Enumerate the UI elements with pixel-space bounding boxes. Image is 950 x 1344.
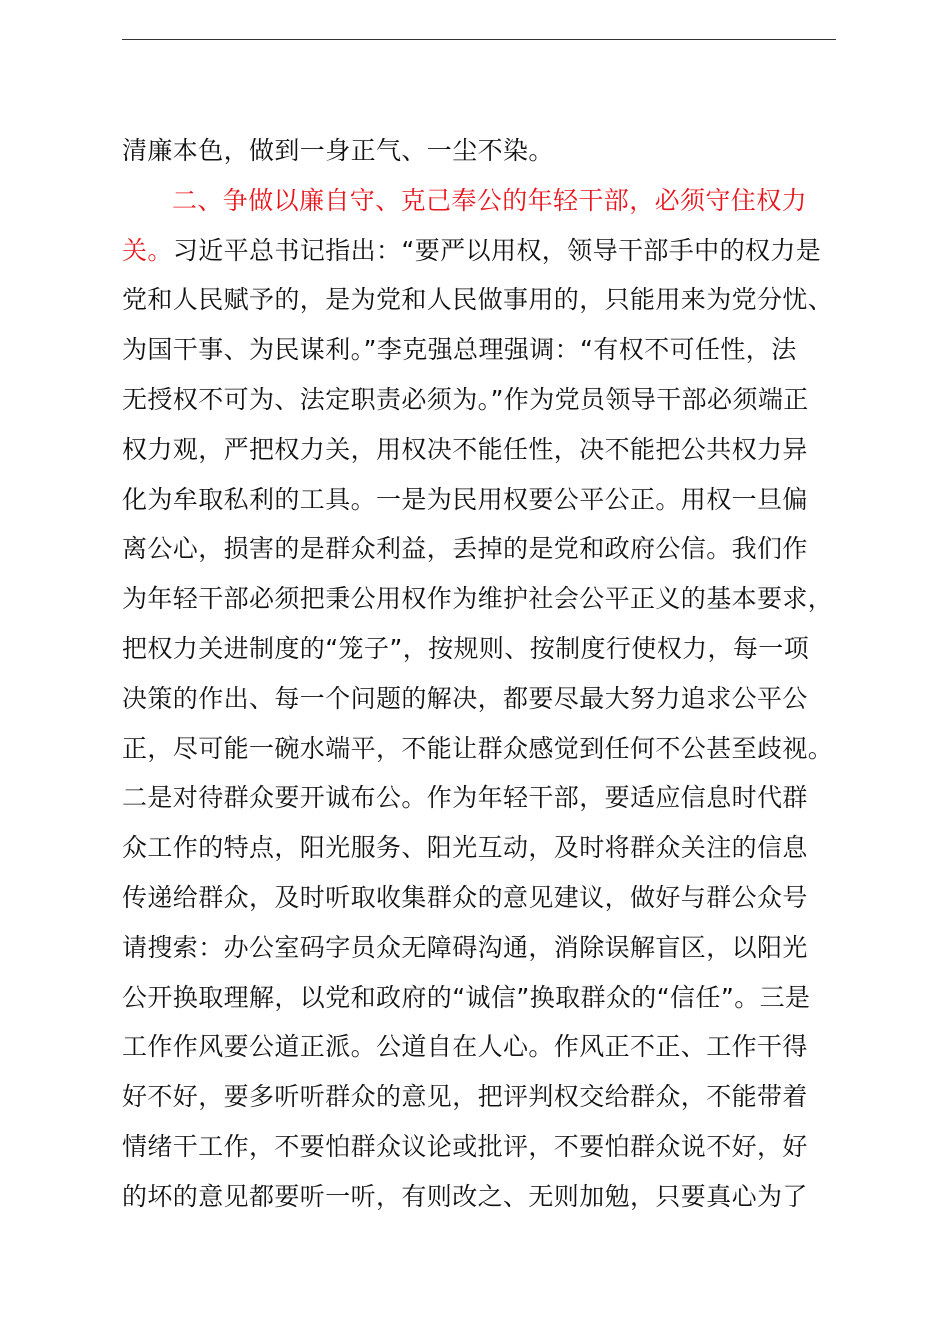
section-heading-end: 关。 [122,235,173,265]
text-line: 离公心，损害的是群众利益，丢掉的是党和政府公信。我们作 [122,534,808,564]
text-line: 清廉本色，做到一身正气、一尘不染。 [122,136,554,165]
text-line: 为国干事、为民谋利。”李克强总理强调：“有权不可任性，法 [122,335,797,365]
section-heading: 二、争做以廉自守、克己奉公的年轻干部，必须守住权力 [172,185,808,215]
text-line: 决策的作出、每一个问题的解决，都要尽最大努力追求公平公 [122,683,808,713]
text-line: 无授权不可为、法定职责必须为。”作为党员领导干部必须端正 [122,384,809,414]
text-line [122,226,842,276]
text-line: 的坏的意见都要听一听，有则改之、无则加勉，只要真心为了 [122,1181,808,1211]
text-line: 情绪干工作，不要怕群众议论或批评，不要怕群众说不好，好 [122,1131,808,1161]
text-line: 正，尽可能一碗水端平，不能让群众感觉到任何不公甚至歧视。 [122,733,834,763]
text-line: 党和人民赋予的，是为党和人民做事用的，只能用来为党分忧、 [122,285,834,315]
text-line: 好不好，要多听听群众的意见，把评判权交给群众，不能带着 [122,1082,808,1112]
text-line: 众工作的特点，阳光服务、阳光互动，及时将群众关注的信息 [122,833,808,863]
body-text [122,126,842,1222]
text-line: 二是对待群众要开诚布公。作为年轻干部，要适应信息时代群 [122,783,808,813]
text-line: 把权力关进制度的“笼子”，按规则、按制度行使权力，每一项 [122,633,810,663]
text-line: 请搜索：办公室码字员众无障碍沟通，消除误解盲区，以阳光 [122,932,808,962]
header-rule [122,39,836,40]
text-line: 为年轻干部必须把秉公用权作为维护社会公平正义的基本要求， [122,584,834,614]
text-line: 化为牟取私利的工具。一是为民用权要公平公正。用权一旦偏 [122,484,808,514]
text-line: 传递给群众，及时听取收集群众的意见建议，做好与群公众号 [122,882,808,912]
text-line: 权力观，严把权力关，用权决不能任性，决不能把公共权力异 [122,434,808,464]
text-span: 习近平总书记指出：“要严以用权，领导干部手中的权力是 [172,235,822,265]
text-line: 公开换取理解，以党和政府的“诚信”换取群众的“信任”。三是 [122,982,811,1012]
text-line: 工作作风要公道正派。公道自在人心。作风正不正、工作干得 [122,1032,808,1062]
